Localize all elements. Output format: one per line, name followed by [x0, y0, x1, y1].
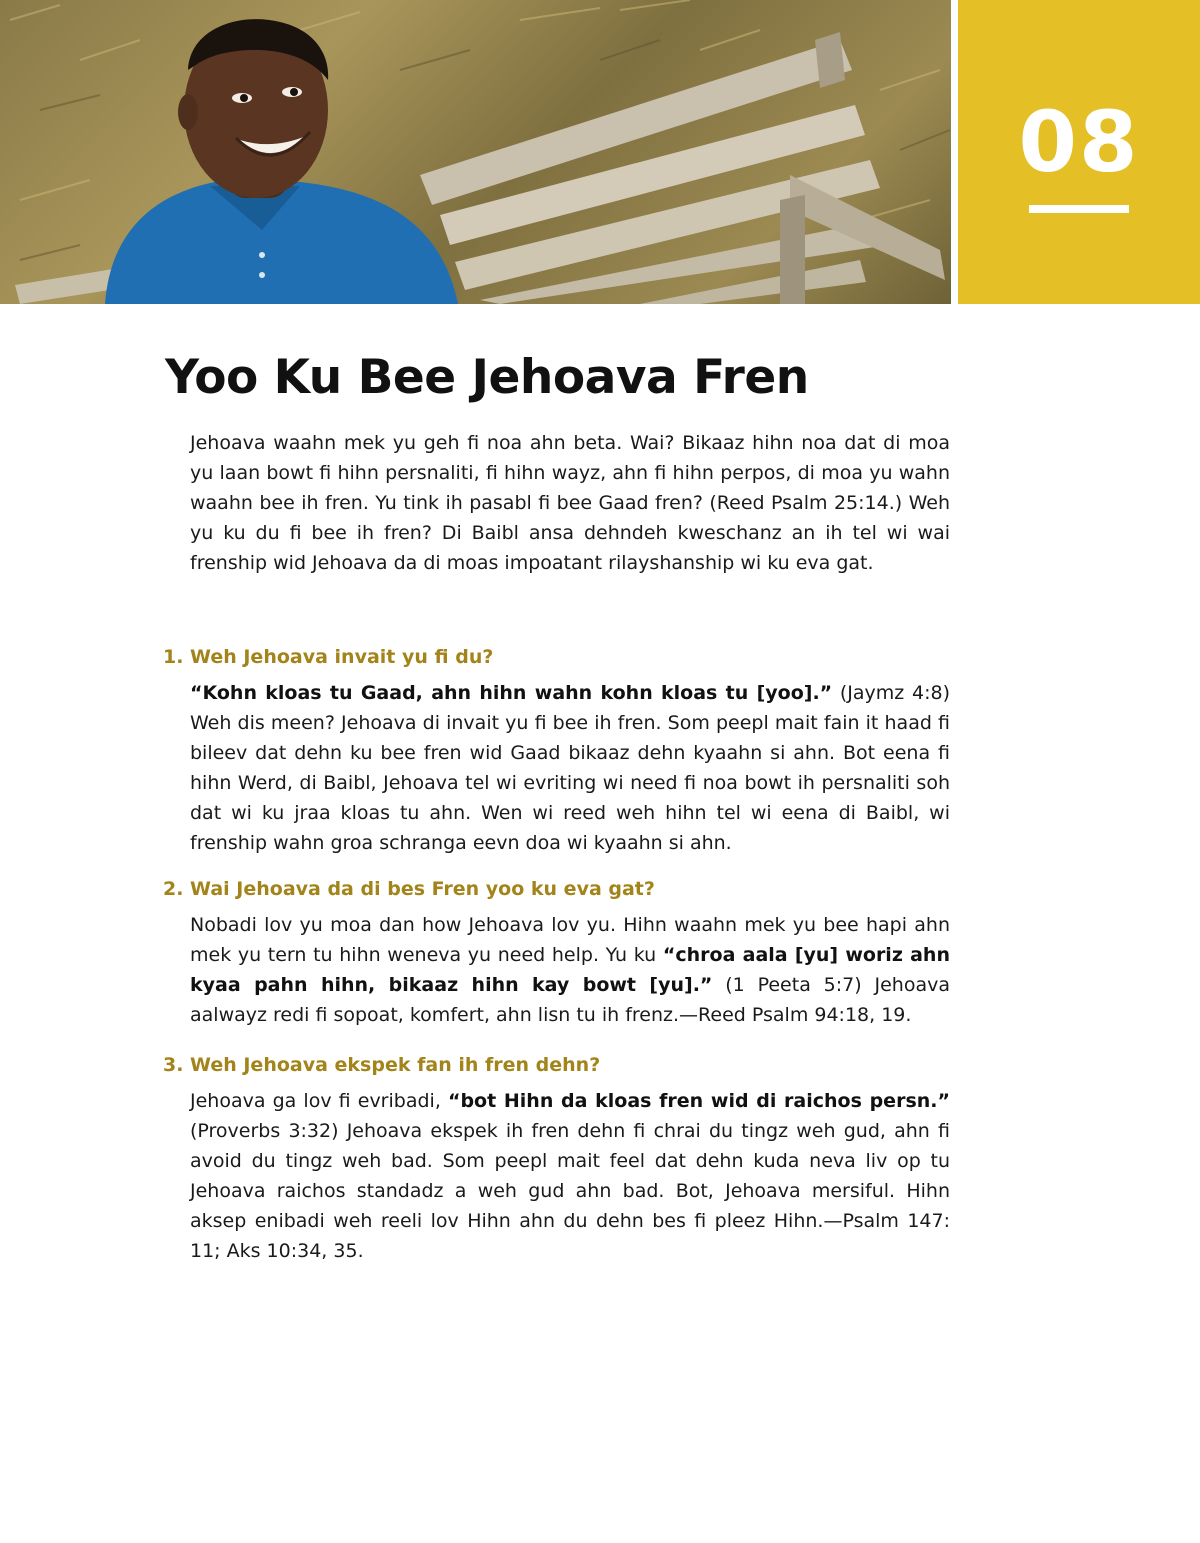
question-heading-3: 3. Weh Jehoava ekspek fan ih fren dehn? — [163, 1054, 601, 1076]
answer-paragraph-2 — [190, 910, 950, 1030]
answer-text-2b: (1 Peeta 5:7) Jehoava aalwayz redi fi sopoat, komfert, ahn lisn tu ih frenz.—Reed Psalm 94:18, 19. — [190, 974, 950, 1026]
lesson-number: 08 — [1018, 93, 1140, 191]
badge-underline — [1029, 205, 1129, 213]
answer-text-2a: Nobadi lov yu moa dan how Jehoava lov yu. Hihn waahn mek yu bee hapi ahn mek yu tern tu hihn weneva yu need help. Yu ku — [190, 914, 950, 966]
question-heading-2: 2. Wai Jehoava da di bes Fren yoo ku eva gat? — [163, 878, 655, 900]
answer-text-3b: (Proverbs 3:32) Jehoava ekspek ih fren dehn fi chrai du tingz weh gud, ahn fi avoid du tingz weh bad. Som peepl mait feel dat dehn kuda neva liv op tu Jehoava raichos standadz a weh gud ahn bad. Bot, Jehoava mersiful. Hihn aksep enibadi weh reeli lov Hihn ahn du dehn bes fi pleez Hihn.—Psalm 147: 11; Aks 10:34, 35. — [190, 1120, 950, 1262]
hero-illustration — [0, 0, 951, 304]
answer-paragraph-3 — [190, 1086, 950, 1266]
question-heading-1: 1. Weh Jehoava invait yu fi du? — [163, 646, 494, 668]
scripture-quote-1: “Kohn kloas tu Gaad, ahn hihn wahn kohn kloas tu [yoo].” — [190, 682, 833, 704]
hero-photo — [0, 0, 951, 304]
scripture-quote-2: “chroa aala [yu] woriz ahn kyaa pahn hihn, bikaaz hihn kay bowt [yu].” — [190, 944, 950, 996]
man-figure — [105, 19, 458, 304]
page-title: Yoo Ku Bee Jehoava Fren — [165, 350, 809, 405]
intro-paragraph: Jehoava waahn mek yu geh fi noa ahn beta. Wai? Bikaaz hihn noa dat di moa yu laan bowt fi hihn persnaliti, fi hihn wayz, ahn fi hihn perpos, di moa yu wahn waahn bee ih fren. Yu tink ih pasabl fi bee Gaad fren? (Reed Psalm 25:14.) Weh yu ku du fi bee ih fren? Di Baibl ansa dehndeh kweschanz an ih tel wi wai frenship wid Jehoava da di moas impoatant rilayshanship wi ku eva gat. — [190, 432, 950, 574]
lesson-badge — [958, 0, 1200, 304]
scripture-quote-3: “bot Hihn da kloas fren wid di raichos persn.” — [447, 1090, 950, 1112]
answer-paragraph-1 — [190, 678, 950, 858]
answer-text-3a: Jehoava ga lov fi evribadi, — [190, 1090, 448, 1112]
answer-text-1: (Jaymz 4:8) Weh dis meen? Jehoava di invait yu fi bee ih fren. Som peepl mait fain it haad fi bileev dat dehn ku bee fren wid Gaad bikaaz dehn kyaahn si ahn. Bot eena fi hihn Werd, di Baibl, Jehoava tel wi evriting wi need fi noa bowt ih persnaliti soh dat wi ku jraa kloas tu ahn. Wen wi reed weh hihn tel wi eena di Baibl, wi frenship wahn groa schranga eevn doa wi kyaahn si ahn. — [190, 682, 950, 854]
